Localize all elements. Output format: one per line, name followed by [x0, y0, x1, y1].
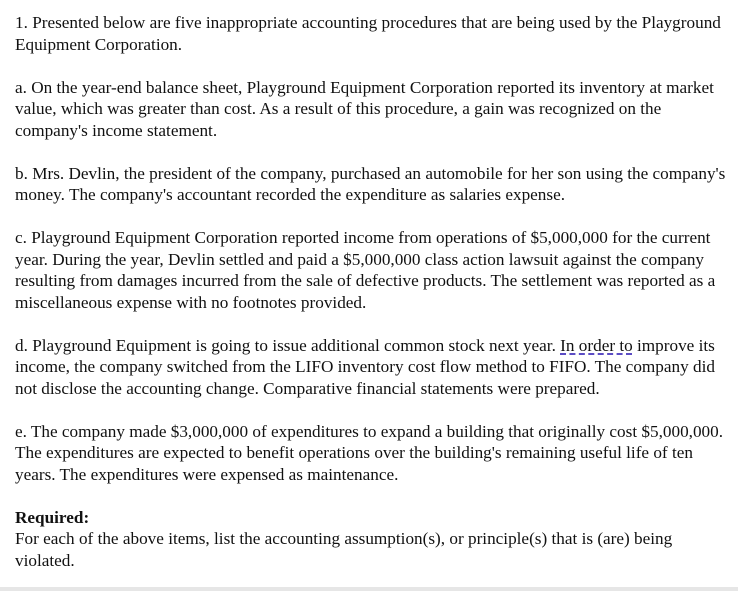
item-c-paragraph: c. Playground Equipment Corporation reported income from operations of $5,000,000 for the current year. During the year, Devlin settled and paid a $5,000,000 class action lawsuit against the company resulting from damages incurred from the sale of defective products. The settlement was reported as a miscellaneous expense with no footnotes provided. — [15, 228, 716, 312]
intro-paragraph: 1. Presented below are five inappropriate accounting procedures that are being used by the Playground Equipment Corporation. — [15, 13, 721, 54]
required-heading: Required: — [15, 507, 90, 527]
item-a-paragraph: a. On the year-end balance sheet, Playground Equipment Corporation reported its inventory at market value, which was greater than cost. As a result of this procedure, a gain was recognized on the company's income statement. — [15, 77, 714, 140]
required-instructions: For each of the above items, list the accounting assumption(s), or principle(s) that is (are) being violated. — [15, 529, 673, 570]
item-b-paragraph: b. Mrs. Devlin, the president of the company, purchased an automobile for her son using the company's money. The company's accountant recorded the expenditure as salaries expense. — [15, 163, 726, 204]
item-e-paragraph: e. The company made $3,000,000 of expenditures to expand a building that originally cost $5,000,000. The expenditures are expected to benefit operations over the building's remaining useful life of ten years. The expenditures were expensed as maintenance. — [15, 421, 724, 484]
grammar-flagged-phrase[interactable]: In order to — [560, 335, 633, 355]
document-body — [15, 12, 730, 571]
item-d-paragraph — [15, 335, 730, 400]
item-d-text-end: improve its income, the company switched from the LIFO inventory cost flow method to FIFO. The company did not disclose the accounting change. Comparative financial statements were prepared. — [15, 335, 715, 398]
item-d-text-start: d. Playground Equipment is going to issue additional common stock next year. — [15, 335, 561, 355]
bottom-divider — [0, 587, 738, 591]
